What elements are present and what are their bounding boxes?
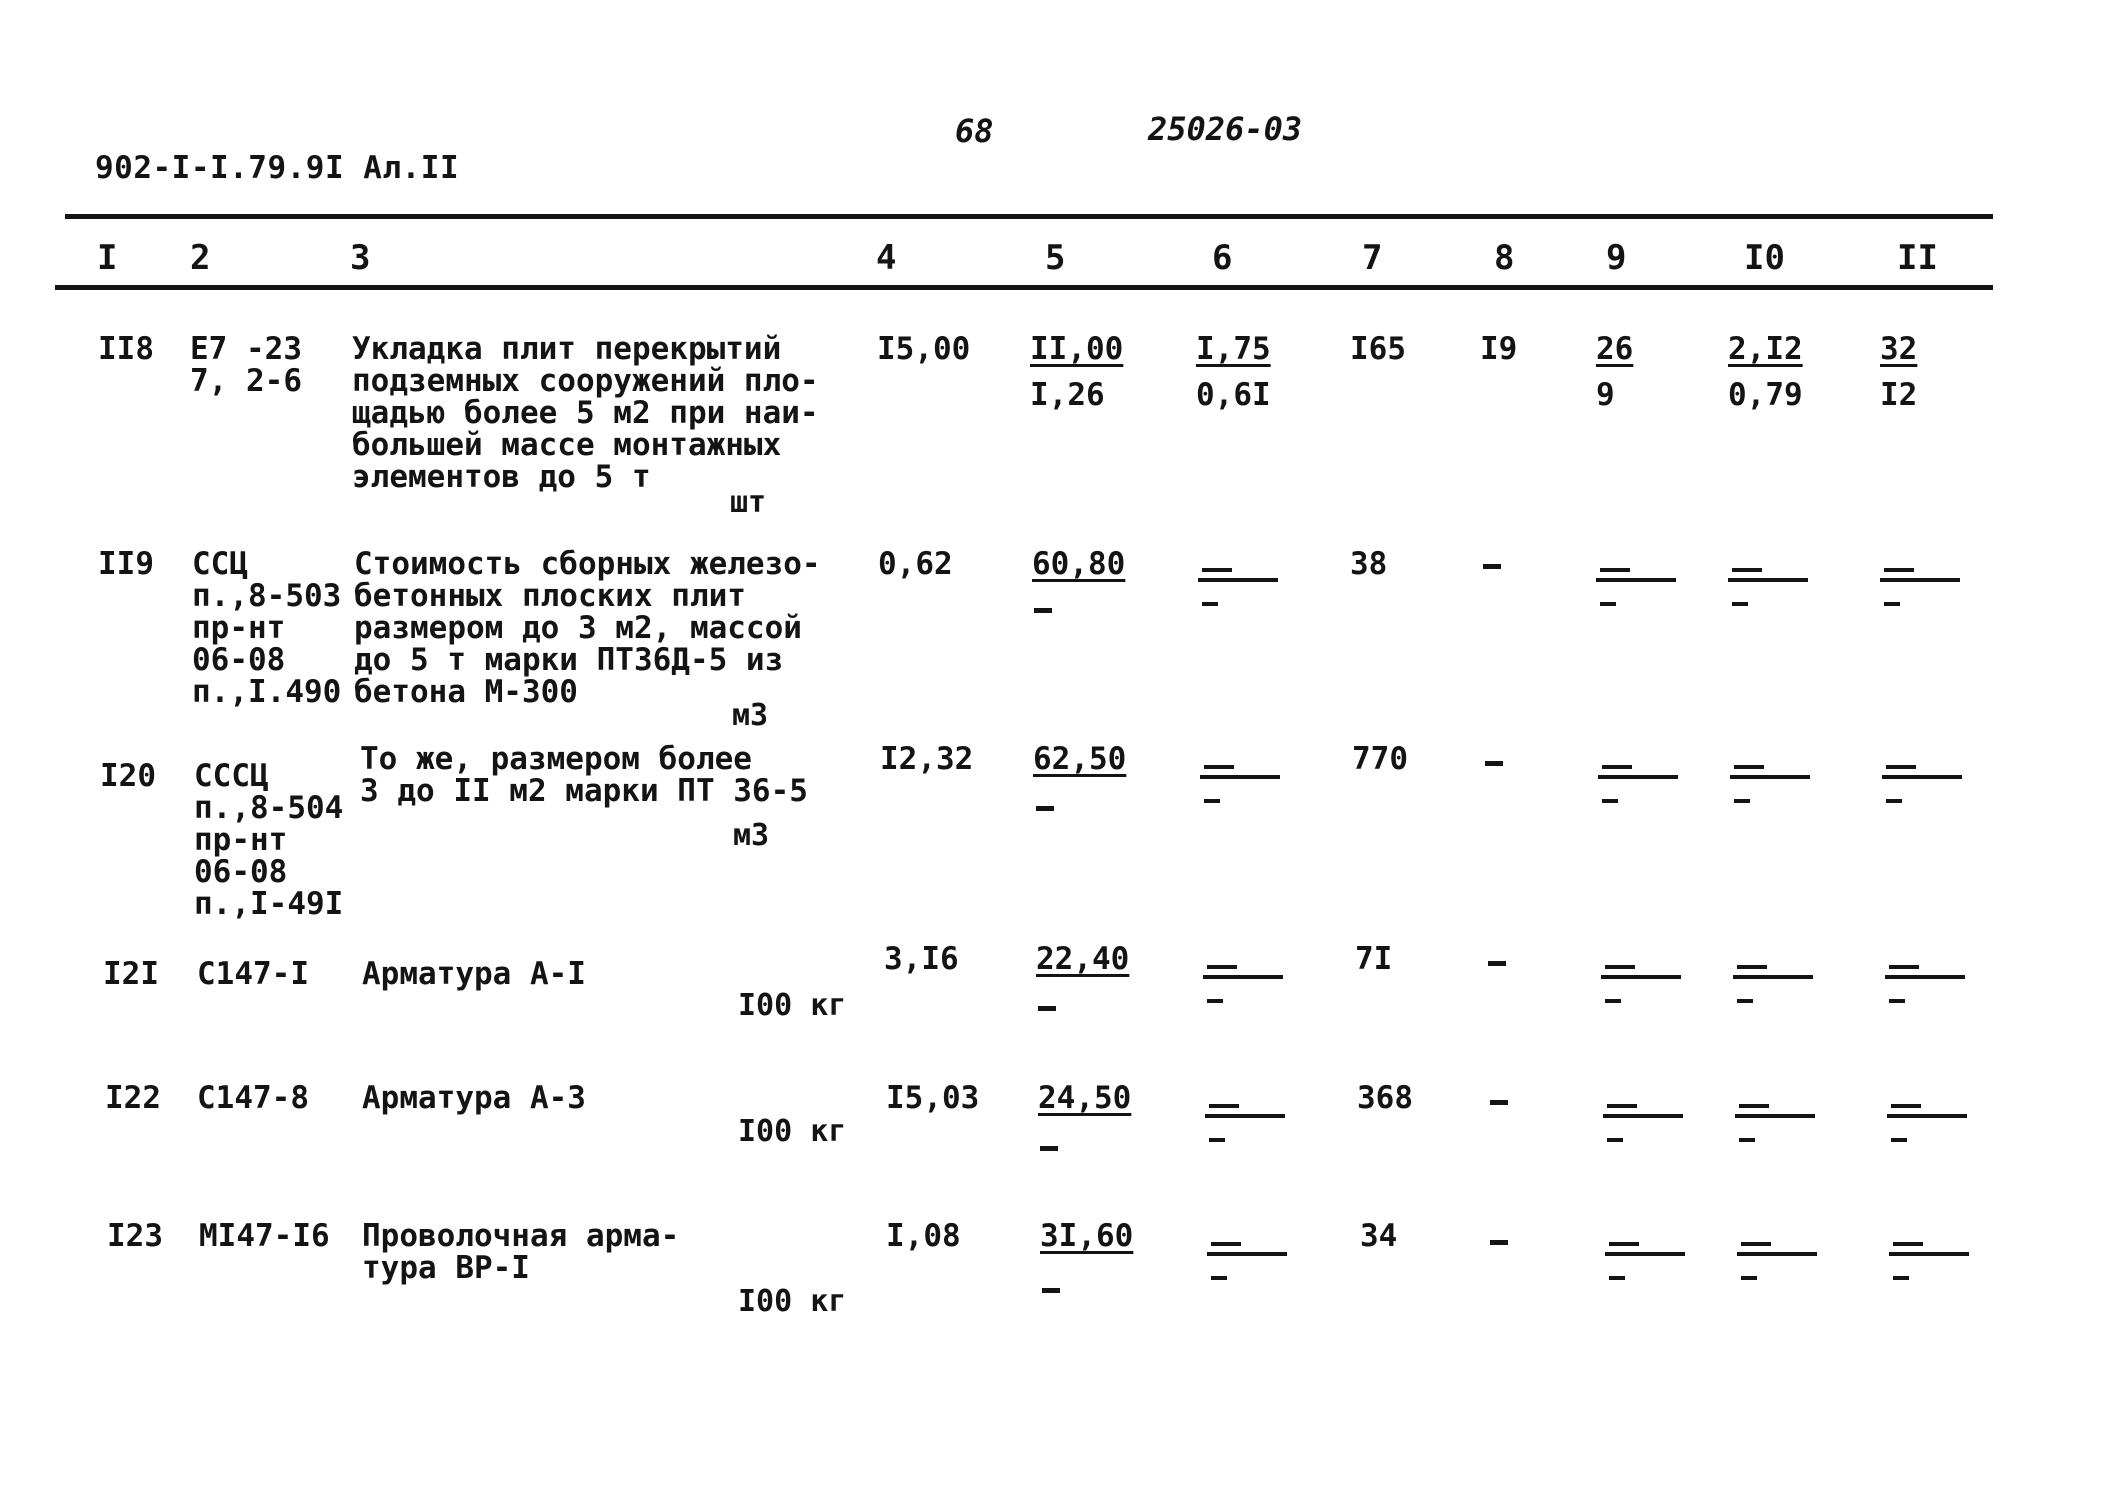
- empty-fraction-col11: [1887, 1104, 1967, 1154]
- column-header-6: 6: [1212, 238, 1233, 278]
- row-description: То же, размером более 3 до II м2 марки ПТ 36-5: [360, 741, 808, 809]
- row-col4: I5,03: [886, 1080, 980, 1116]
- row-col5: 60,80: [1032, 546, 1126, 582]
- row-number: II8: [98, 331, 154, 367]
- column-header-11: II: [1897, 238, 1938, 278]
- row-code: МI47-I6: [199, 1218, 330, 1254]
- empty-fraction-col6: [1198, 568, 1278, 618]
- row-col7: 368: [1357, 1080, 1413, 1116]
- row-number: I23: [107, 1218, 163, 1254]
- column-header-10: I0: [1744, 238, 1785, 278]
- row-col4: I,08: [886, 1218, 961, 1254]
- row-col5: 22,40: [1036, 941, 1130, 977]
- row-unit: I00 кг: [738, 988, 847, 1023]
- row-col9: $\frac{26}{9}$: [1596, 331, 1634, 413]
- column-header-5: 5: [1045, 238, 1066, 278]
- dash-icon: [1034, 608, 1052, 613]
- column-header-1: I: [97, 238, 118, 278]
- empty-fraction-col10: [1735, 1104, 1815, 1154]
- row-col7: 34: [1360, 1218, 1398, 1254]
- empty-fraction-col6: [1203, 965, 1283, 1015]
- empty-fraction-col10: [1737, 1242, 1817, 1292]
- row-description: Арматура А-I: [362, 956, 586, 992]
- row-col4: 3,I6: [884, 941, 959, 977]
- row-col7: I65: [1350, 331, 1406, 367]
- empty-fraction-col6: [1207, 1242, 1287, 1292]
- row-col4: 0,62: [878, 546, 953, 582]
- empty-fraction-col11: [1885, 965, 1965, 1015]
- document-stamp: 25026-03: [1148, 110, 1303, 148]
- empty-fraction-col11: [1889, 1242, 1969, 1292]
- doc-code: 902-I-I.79.9I Ал.II: [95, 150, 460, 186]
- empty-fraction-col11: [1882, 765, 1962, 815]
- row-col7: 7I: [1355, 941, 1393, 977]
- column-header-3: 3: [350, 238, 371, 278]
- row-number: I22: [105, 1080, 161, 1116]
- row-number: I2I: [103, 956, 159, 992]
- empty-fraction-col10: [1730, 765, 1810, 815]
- row-col5: 3I,60: [1040, 1218, 1134, 1254]
- column-header-7: 7: [1362, 238, 1383, 278]
- empty-fraction-col9: [1601, 965, 1681, 1015]
- empty-fraction-col11: [1880, 568, 1960, 618]
- row-description: Арматура А-3: [362, 1080, 586, 1116]
- empty-fraction-col6: [1205, 1104, 1285, 1154]
- page-number: 68: [955, 112, 994, 150]
- table-header-rule: [55, 285, 1993, 290]
- row-code: С147-8: [197, 1080, 309, 1116]
- dash-icon: [1036, 806, 1054, 811]
- row-description: Проволочная арма- тура ВР-I: [362, 1218, 680, 1286]
- row-col11: $\frac{32}{I2}$: [1880, 331, 1918, 413]
- dash-icon: [1490, 1240, 1508, 1245]
- empty-fraction-col6: [1200, 765, 1280, 815]
- dash-icon: [1042, 1288, 1060, 1293]
- row-col6: $\frac{I,75}{0,6I}$: [1196, 331, 1271, 413]
- row-unit: I00 кг: [738, 1284, 847, 1319]
- dash-icon: [1490, 1100, 1508, 1105]
- column-header-8: 8: [1494, 238, 1515, 278]
- empty-fraction-col9: [1596, 568, 1676, 618]
- row-col4: I2,32: [880, 741, 974, 777]
- row-unit: м3: [732, 698, 769, 733]
- row-code: ССЦ п.,8-503 пр-нт 06-08 п.,I.490: [192, 546, 342, 710]
- row-code: С147-I: [197, 956, 309, 992]
- row-number: I20: [100, 758, 156, 794]
- row-unit: шт: [730, 485, 767, 520]
- empty-fraction-col9: [1605, 1242, 1685, 1292]
- empty-fraction-col10: [1733, 965, 1813, 1015]
- row-description: Укладка плит перекрытий подземных сооружений пло- щадью более 5 м2 при наи- большей массе монтажных элементов до 5 т: [352, 331, 819, 495]
- row-col4: I5,00: [877, 331, 971, 367]
- dash-icon: [1040, 1146, 1058, 1151]
- column-header-4: 4: [876, 238, 897, 278]
- row-col10: $\frac{2,I2}{0,79}$: [1728, 331, 1803, 413]
- row-unit: м3: [733, 818, 770, 853]
- row-col8: I9: [1480, 331, 1518, 367]
- row-description: Стоимость сборных железо- бетонных плоских плит размером до 3 м2, массой до 5 т марки ПТ36Д-5 из бетона М-300: [354, 546, 821, 710]
- row-col5: $\frac{II,00}{I,26}$: [1030, 331, 1124, 413]
- dash-icon: [1483, 564, 1501, 569]
- column-header-2: 2: [190, 238, 211, 278]
- row-unit: I00 кг: [738, 1114, 847, 1149]
- column-header-9: 9: [1606, 238, 1627, 278]
- row-code: Е7 -23 7, 2-6: [190, 331, 302, 399]
- empty-fraction-col10: [1728, 568, 1808, 618]
- dash-icon: [1485, 761, 1503, 766]
- table-top-rule: [65, 214, 1993, 219]
- row-number: II9: [98, 546, 154, 582]
- row-code: СССЦ п.,8-504 пр-нт 06-08 п.,I-49I: [194, 758, 344, 922]
- empty-fraction-col9: [1603, 1104, 1683, 1154]
- dash-icon: [1038, 1006, 1056, 1011]
- row-col7: 770: [1352, 741, 1408, 777]
- row-col5: 62,50: [1033, 741, 1127, 777]
- empty-fraction-col9: [1598, 765, 1678, 815]
- row-col5: 24,50: [1038, 1080, 1132, 1116]
- dash-icon: [1488, 961, 1506, 966]
- row-col7: 38: [1350, 546, 1388, 582]
